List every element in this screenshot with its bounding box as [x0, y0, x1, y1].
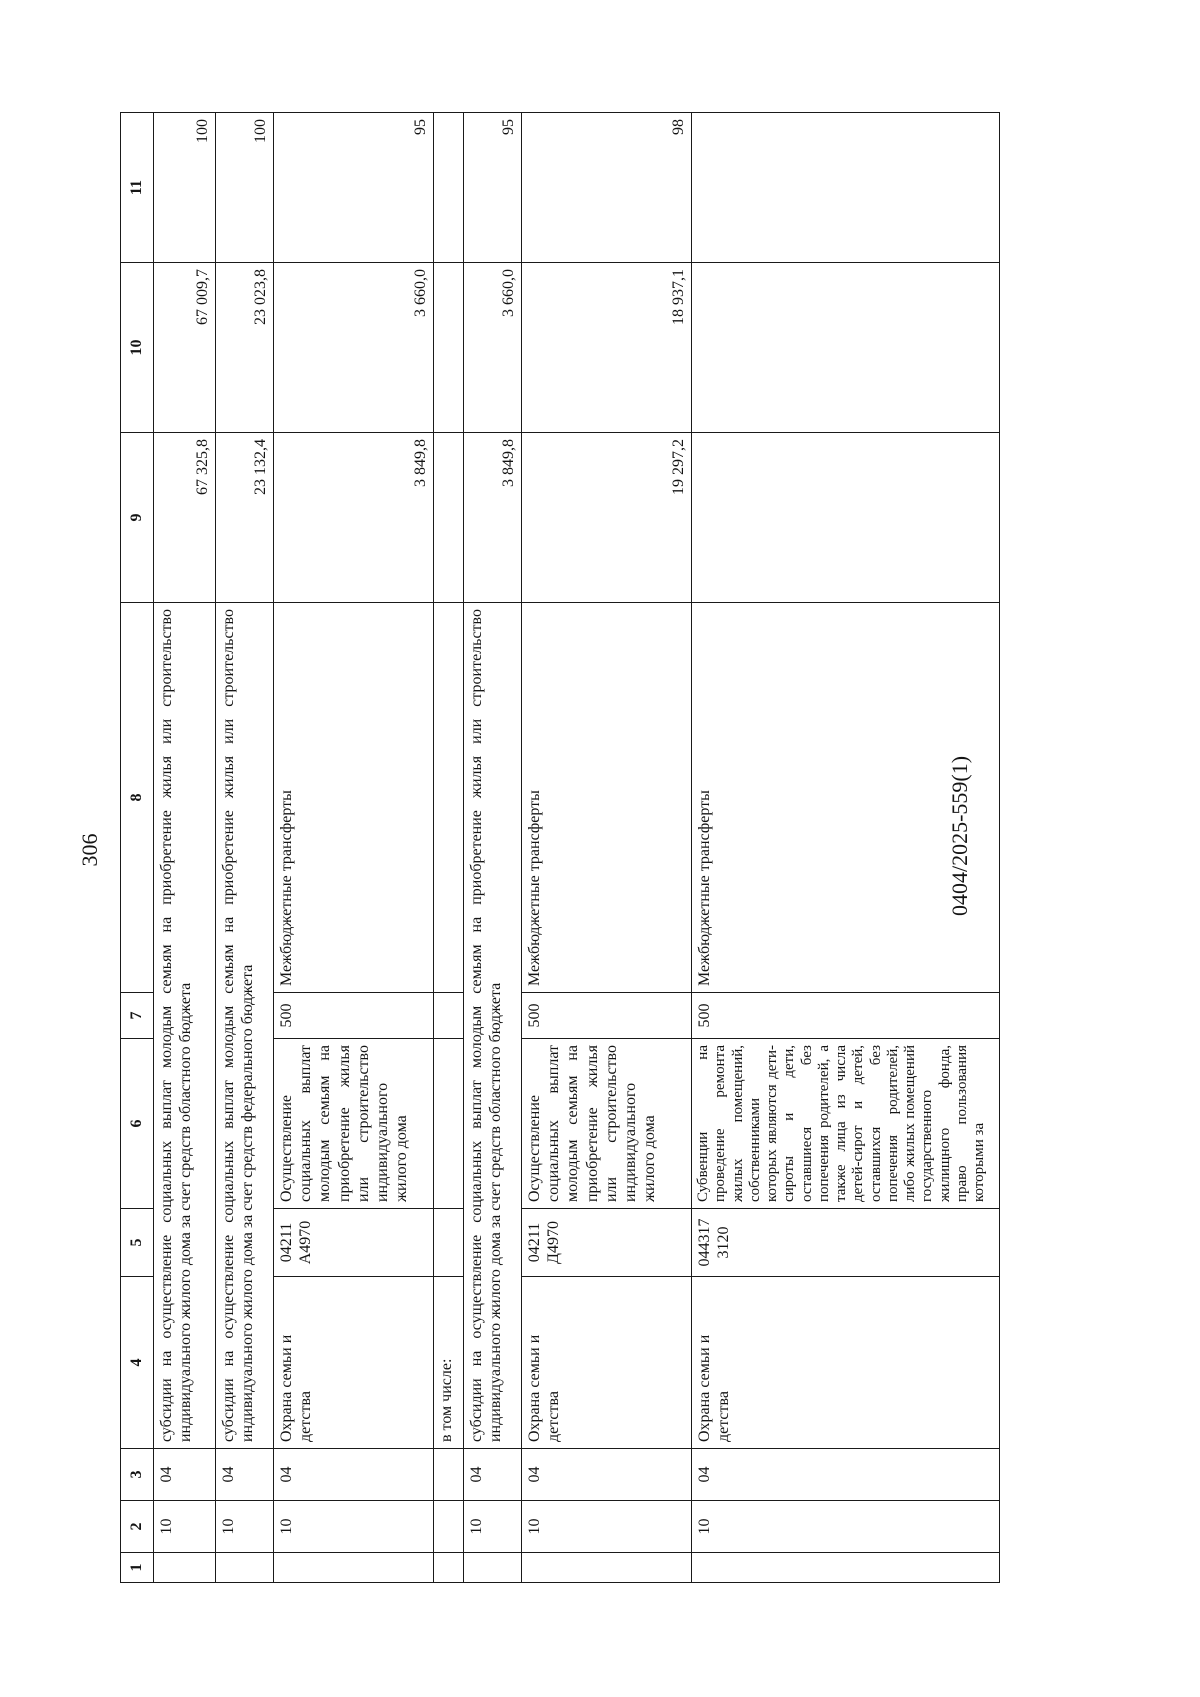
table-row — [464, 113, 522, 1583]
cell-executed-amount: 67 009,7 — [154, 263, 216, 433]
table-row — [522, 113, 692, 1583]
cell-section: 10 — [154, 1501, 216, 1553]
cell — [692, 263, 1000, 433]
header-col-3: 3 — [121, 1449, 154, 1501]
cell — [434, 263, 464, 433]
cell-expense-name: Межбюджетные трансферты — [274, 603, 434, 993]
cell-executed-amount: 23 023,8 — [216, 263, 274, 433]
cell-expense-type: 500 — [274, 993, 434, 1039]
cell-subsection: 04 — [692, 1449, 1000, 1501]
cell-section: 10 — [692, 1501, 1000, 1553]
cell-target-article: 04211 А4970 — [274, 1209, 434, 1277]
cell-expense-type: 500 — [692, 993, 1000, 1039]
cell — [434, 113, 464, 263]
cell-executed-amount: 3 660,0 — [274, 263, 434, 433]
cell-percent: 100 — [154, 113, 216, 263]
cell-section: 10 — [274, 1501, 434, 1553]
cell-planned-amount: 3 849,8 — [274, 433, 434, 603]
header-col-11: 11 — [121, 113, 154, 263]
header-col-10: 10 — [121, 263, 154, 433]
cell-subsection: 04 — [522, 1449, 692, 1501]
table-row — [274, 113, 434, 1583]
cell — [434, 993, 464, 1039]
cell-percent: 98 — [522, 113, 692, 263]
header-col-5: 5 — [121, 1209, 154, 1277]
cell — [692, 113, 1000, 263]
cell — [216, 1553, 274, 1583]
cell-subsidy-description: субсидии на осуществление социальных выплат молодым семьям на приобретение жилья или строительство индивидуального жилого дома за счет средств областного бюджета — [154, 603, 216, 1449]
cell-including-label: в том числе: — [434, 1277, 464, 1449]
page-number: 306 — [77, 833, 102, 867]
table-row — [434, 113, 464, 1583]
cell-expense-name: Межбюджетные трансферты — [522, 603, 692, 993]
cell-section: 10 — [464, 1501, 522, 1553]
cell — [692, 433, 1000, 603]
cell — [434, 1501, 464, 1553]
cell-article-name: Субвенции на проведение ремонта жилых помещений, собственниками которых являются дети-сироты и дети, оставшиеся без попечения родителей, а также лица из числа детей-сирот и детей, оставшихся без попечения родителей, либо жилых помещений государственного жилищного фонда, право пользования которыми за — [692, 1039, 1000, 1209]
cell-percent: 100 — [216, 113, 274, 263]
document-code: 0404/2025-559(1) — [947, 755, 972, 917]
cell — [154, 1553, 216, 1583]
cell — [522, 1553, 692, 1583]
cell-section: 10 — [216, 1501, 274, 1553]
budget-table-wrapper — [120, 113, 1000, 1583]
header-col-4: 4 — [121, 1277, 154, 1449]
cell — [692, 1553, 1000, 1583]
cell — [464, 1553, 522, 1583]
cell-article-name: Осуществление социальных выплат молодым семьям на приобретение жилья или строительство индивидуального жилого дома — [522, 1039, 692, 1209]
header-col-7: 7 — [121, 993, 154, 1039]
cell-planned-amount: 3 849,8 — [464, 433, 522, 603]
cell-subsidy-description: субсидии на осуществление социальных выплат молодым семьям на приобретение жилья или строительство индивидуального жилого дома за счет средств областного бюджета — [464, 603, 522, 1449]
cell — [434, 1039, 464, 1209]
header-row — [121, 113, 154, 1583]
cell-percent: 95 — [274, 113, 434, 263]
cell-subsection: 04 — [154, 1449, 216, 1501]
budget-table — [120, 112, 1000, 1583]
cell — [434, 603, 464, 993]
cell-subsidy-description: субсидии на осуществление социальных выплат молодым семьям на приобретение жилья или строительство индивидуального жилого дома за счет средств федерального бюджета — [216, 603, 274, 1449]
cell-expense-name: Межбюджетные трансферты — [692, 603, 1000, 993]
cell-target-article: 04211 Д4970 — [522, 1209, 692, 1277]
header-col-1: 1 — [121, 1553, 154, 1583]
cell-subsection-name: Охрана семьи и детства — [274, 1277, 434, 1449]
cell-executed-amount: 18 937,1 — [522, 263, 692, 433]
cell-executed-amount: 3 660,0 — [464, 263, 522, 433]
cell-subsection: 04 — [464, 1449, 522, 1501]
header-col-2: 2 — [121, 1501, 154, 1553]
cell-planned-amount: 23 132,4 — [216, 433, 274, 603]
cell-subsection-name: Охрана семьи и детства — [522, 1277, 692, 1449]
cell-subsection-name: Охрана семьи и детства — [692, 1277, 1000, 1449]
header-col-6: 6 — [121, 1039, 154, 1209]
cell — [434, 1209, 464, 1277]
cell-expense-type: 500 — [522, 993, 692, 1039]
table-row — [154, 113, 216, 1583]
cell — [274, 1553, 434, 1583]
table-row — [216, 113, 274, 1583]
cell-percent: 95 — [464, 113, 522, 263]
cell-planned-amount: 19 297,2 — [522, 433, 692, 603]
header-col-8: 8 — [121, 603, 154, 993]
cell-planned-amount: 67 325,8 — [154, 433, 216, 603]
cell-section: 10 — [522, 1501, 692, 1553]
table-row — [692, 113, 1000, 1583]
cell — [434, 1553, 464, 1583]
cell — [434, 1449, 464, 1501]
header-col-9: 9 — [121, 433, 154, 603]
cell-target-article: 044317 3120 — [692, 1209, 1000, 1277]
cell-subsection: 04 — [216, 1449, 274, 1501]
cell-subsection: 04 — [274, 1449, 434, 1501]
cell — [434, 433, 464, 603]
cell-article-name: Осуществление социальных выплат молодым семьям на приобретение жилья или строительство индивидуального жилого дома — [274, 1039, 434, 1209]
